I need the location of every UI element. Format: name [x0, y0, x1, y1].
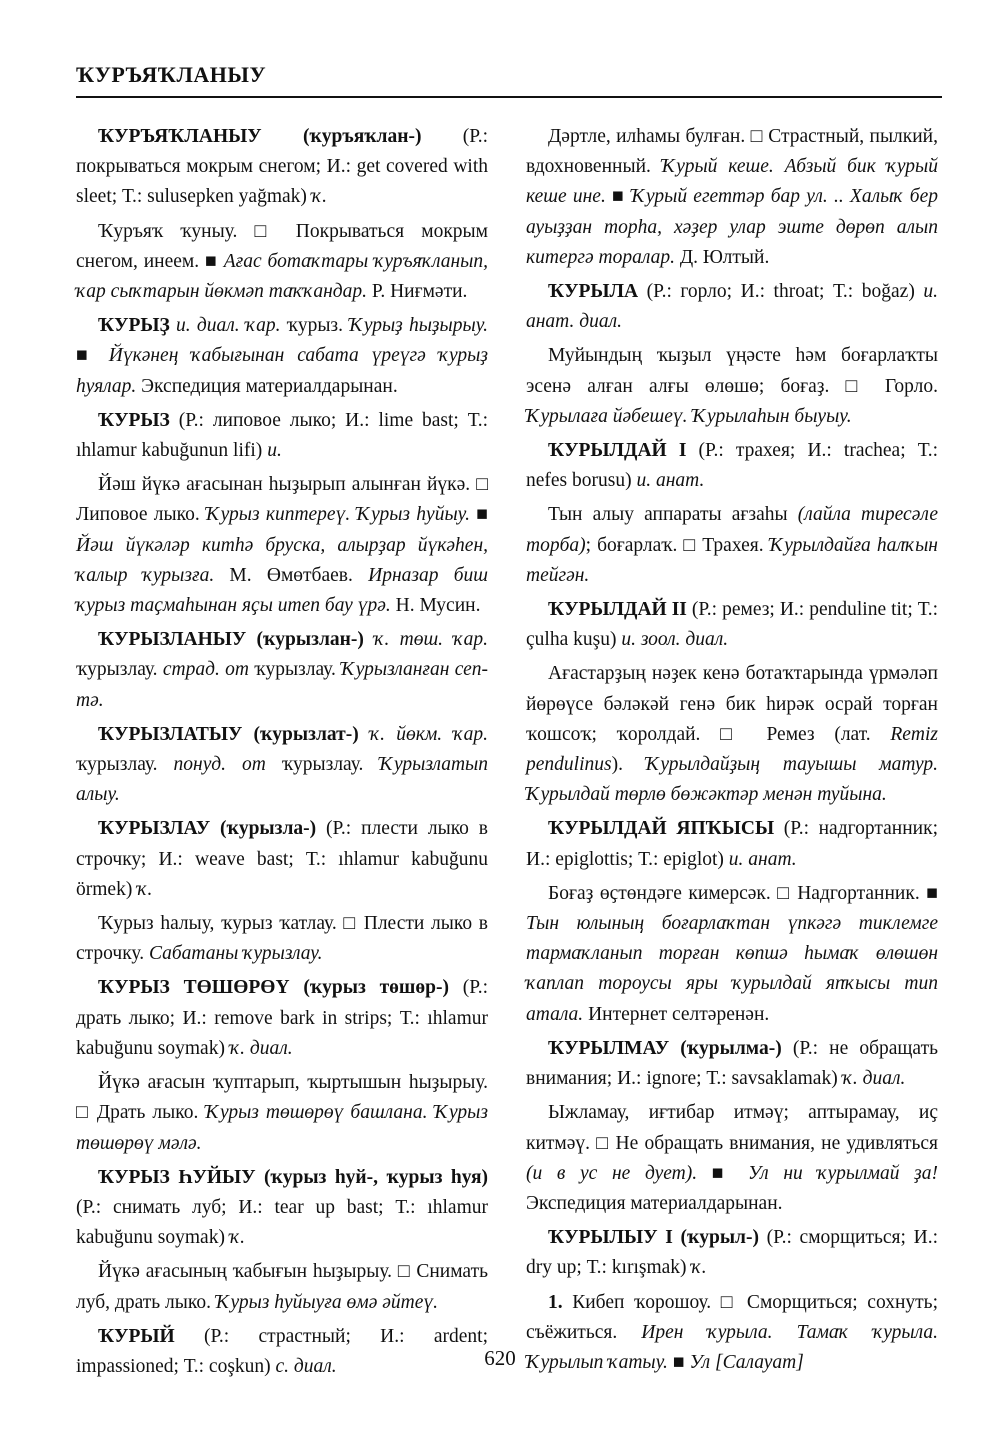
text-run: Д. Юлтый. [674, 246, 770, 268]
italic-text: (лайла тиресәле торба) [526, 504, 938, 556]
dictionary-paragraph [526, 1098, 938, 1219]
text-run: Экспедиция материалдарынан. [526, 1192, 783, 1214]
headword: ҠУРЫҘ [98, 315, 170, 337]
italic-text: Ҡурый егеттәр бар ул. .. Халыҡ бер ауыҙҙан торһа, хәҙер улар эште дөрөп алып китергә торалар. [526, 186, 938, 268]
italic-text: Ҡурызланған септә. [76, 659, 488, 711]
text-run: ; боғарлаҡ. □ Трахея. [585, 534, 770, 556]
italic-text: Ҡурыз төшөрөү башлана. Ҡурыз төшөрөү мәлә. [76, 1102, 488, 1154]
text-run: Ҡуръяҡ ҡуныу. □ Покрываться мокрым снегом, инеем. ■ [76, 220, 488, 272]
italic-text: ҡ. [229, 1227, 245, 1249]
text-run: (Р.: надгортанник; И.: epiglottis; Т.: epiglot) [526, 818, 939, 870]
text-run: ■ [76, 345, 109, 367]
italic-text: понуд. от [173, 754, 266, 776]
text-run: ҡурызлау. [76, 659, 163, 681]
dictionary-paragraph [526, 814, 938, 874]
headword: ҠУРЫЛДАЙ I [548, 440, 687, 462]
italic-text: Remiz pendulinus [526, 723, 938, 776]
headword: ҠУРЫЗЛАТЫУ (ҡурызлат-) [98, 723, 359, 745]
dictionary-paragraph [76, 1257, 488, 1317]
headword: ҠУРЫЛМАУ (ҡурылма-) [548, 1037, 782, 1059]
dictionary-paragraph [76, 625, 488, 716]
text-run: ҡурызлау. [76, 754, 174, 776]
text-run: ҡурызлау. [265, 754, 380, 776]
text-run: (Р.: сморщиться; И.: dry up; Т.: kırışmak) [526, 1227, 938, 1279]
text-run: ■ [605, 186, 632, 208]
italic-text: ҡ. диал. [842, 1068, 906, 1090]
italic-text: Ул ни ҡурылмай ҙа! [748, 1162, 938, 1184]
headword: ҠУРЫЗ ҺУЙЫУ (ҡурыз һуй-, ҡурыз hуя) [98, 1166, 488, 1188]
text-run: Тын алыу аппараты ағзаһы [548, 504, 798, 526]
running-head: ҠУРЪЯҠЛАНЫУ [76, 62, 267, 87]
italic-text: Йәш йүкәләр китһә бруска, алырҙар йүкәһен, ҡалыр ҡурызға. [76, 534, 488, 586]
dictionary-paragraph [76, 720, 488, 811]
italic-text: и. анат. [636, 470, 705, 492]
italic-text: Ҡурыз киптереү. Ҡурыз hуйыу. [206, 504, 470, 526]
italic-text: Ҡурыҙ hыҙырыу. [349, 315, 489, 337]
italic-text: и. зоол. диал. [621, 629, 729, 651]
dictionary-paragraph [526, 436, 938, 496]
italic-text: Ҡурый кеше. Абзый бик ҡурый кеше ине. [526, 156, 938, 208]
right-column [526, 122, 938, 1382]
italic-text: с. диал. [275, 1355, 337, 1377]
italic-text: ҡ. диал. [229, 1037, 293, 1059]
headword: ҠУРЫЗЛАУ (ҡурызла-) [98, 818, 317, 840]
headword: ҠУРЪЯҠЛАНЫУ (ҡуръяҡлан-) [98, 126, 422, 147]
text-run: ҡурызлау. [248, 659, 342, 681]
headword: ҠУРЫЛДАЙ II [548, 599, 687, 621]
text-run: (Р.: страстный; И.: ardent; impassioned; Т.: coşkun) [76, 1325, 488, 1377]
dictionary-paragraph [526, 659, 938, 810]
headword: 1. [548, 1291, 563, 1313]
page-number: 620 [484, 1346, 516, 1370]
dictionary-paragraph [526, 500, 938, 591]
italic-text: Сабатаны ҡурызлау. [148, 943, 323, 965]
dictionary-paragraph [526, 1034, 938, 1094]
italic-text: Тын юлының боғарлаҡтан үпкәгә тиклемге тармаҡланып торған көпшә һымаҡ өлөшөн ҡаплап тороусы яры ҡурылдай япҡысы тип атала. [526, 913, 938, 1025]
dictionary-paragraph [76, 1163, 488, 1254]
text-run: (Р.: горло; И.: throat; Т.: boğaz) [638, 281, 924, 303]
dictionary-paragraph [526, 595, 938, 655]
dictionary-paragraph [76, 406, 488, 466]
text-run: Н. Мусин. [390, 595, 481, 617]
text-run: Интернет селтәренән. [583, 1003, 770, 1025]
italic-text: Ул [Салауат] [689, 1351, 804, 1373]
italic-text: страд. от [162, 659, 249, 681]
dictionary-paragraph [76, 909, 488, 969]
italic-text: Ҡурылаға йәбешеү. Ҡурылаһын быуыу. [526, 405, 852, 427]
text-run: (Р.: липовое лыко; И.: lime bast; Т.: ıhlamur kabuğunun lifi) [76, 409, 488, 462]
dictionary-paragraph [526, 341, 938, 432]
text-run: (Р.: не обращать внимания; И.: ignore; Т.: savsaklamak) [526, 1037, 938, 1090]
italic-text: ҡ. [311, 186, 327, 208]
italic-text: Ағас ботаҡтары ҡуръяҡланып, ҡар сыҡтарын йөкмәп таҡҡандар. [76, 250, 488, 303]
dictionary-paragraph [76, 1068, 488, 1159]
text-run: М. Өмөтбаев. [214, 564, 369, 586]
text-run: Дәртле, илһамы булған. □ Страстный, пылкий, вдохновенный. [526, 126, 938, 178]
dictionary-paragraph [526, 122, 938, 273]
italic-text: Ҡурылдайҙың тауышы матур. Ҡурылдай төрлө бөжәктәр менән туйына. [526, 754, 938, 806]
text-run: ■ [697, 1162, 748, 1184]
text-run: Ағастарҙың нәҙек кенә ботаҡтарында үрмәләп йөрөүсе бәләкәй генә бик һирәк осрай торған ҡошсоҡ; ҡоролдай. □ Ремез (лат. [526, 663, 938, 745]
text-run: (Р.: снимать луб; И.: tear up bast; Т.: ıhlamur kabuğunu soymak) [76, 1196, 488, 1249]
italic-text: Ҡурылдайға һалҡын тейгән. [526, 534, 938, 586]
text-run: ■ [469, 504, 488, 526]
dictionary-paragraph [526, 879, 938, 1030]
text-run: Боғаҙ өҫтөндәге кимерсәк. □ Надгортанник. ■ [548, 882, 938, 904]
text-run: (Р.: ремез; И.: penduline tit; Т.: çulha kuşu) [526, 599, 938, 651]
headword: ҠУРЫЗЛАНЫУ (ҡурызлан-) [98, 629, 364, 651]
text-run: Йәш йүкә ағасынан hыҙырып алынған йүкә. □ Липовое лыко. [76, 474, 488, 526]
italic-text: Йүкәнең ҡабығынан сабата үреүгә ҡурыҙ hуялар. [76, 345, 488, 397]
italic-text: ҡ. йөкм. ҡар. [358, 723, 488, 745]
italic-text: ҡ. [691, 1257, 707, 1279]
text-run: Кибеп ҡорошоу. □ Сморщиться; сохнуть; съёжиться. [526, 1291, 938, 1343]
headword: ҠУРЫЛЫУ I (ҡурыл-) [548, 1227, 759, 1249]
headword: ҠУРЫЙ [98, 1325, 175, 1347]
italic-text: и. диал. ҡар. [169, 315, 281, 337]
left-column [76, 122, 488, 1386]
headword: ҠУРЫЛА [548, 281, 639, 303]
text-run: Йүкә ағасын ҡуптарып, ҡыртышын hыҙырыу. □ Драть лыко. [76, 1072, 488, 1124]
text-run: Ыжламау, иғтибар итмәү; аптырамау, иҫ китмәү. □ Не обращать внимания, не удивляться [526, 1102, 938, 1154]
headword: ҠУРЫЗ ТӨШӨРӨҮ (ҡурыз төшөр-) [98, 977, 449, 999]
text-run: (Р.: покрываться мокрым снегом; И.: get covered with sleet; Т.: sulusepken yağmak) [76, 126, 488, 208]
italic-text: ҡ. төш. ҡар. [363, 629, 488, 651]
text-run: ■ [667, 1351, 690, 1373]
italic-text: ҡ. [137, 878, 153, 900]
dictionary-paragraph [76, 311, 488, 402]
italic-text: (и в ус не дует). [526, 1162, 698, 1184]
italic-text: Ирен ҡурыла. Тамаҡ ҡурыла. Ҡурылып ҡатыу. [526, 1321, 938, 1373]
italic-text: и. анат. диал. [526, 281, 938, 333]
dictionary-paragraph [76, 973, 488, 1064]
headword: ҠУРЫЛДАЙ ЯПҠЫСЫ [548, 818, 775, 840]
italic-text: и. [267, 440, 282, 462]
italic-text: Ҡурызлатып алыу. [76, 754, 488, 806]
text-run: (Р.: драть лыко; И.: remove bark in strips; Т.: ıhlamur kabuğunu soymak) [76, 977, 488, 1059]
text-run: Р. Ниғмәти. [367, 281, 468, 303]
text-run: (Р.: плести лыко в строчку; И.: weave bast; Т.: ıhlamur kabuğunu örmek) [76, 818, 488, 900]
dictionary-paragraph [76, 814, 488, 905]
dictionary-paragraph [76, 122, 488, 213]
italic-text: и. анат. [728, 848, 797, 870]
text-run: Экспедиция материалдарынан. [136, 375, 398, 397]
text-run: ҡурыз. [280, 315, 350, 337]
text-run: ). [611, 754, 646, 776]
text-run: (Р.: трахея; И.: trachea; Т.: nefes borusu) [526, 440, 939, 492]
text-run: Йүкә ағасының ҡабығын hыҙырыу. □ Снимать луб, драть лыко. [76, 1261, 488, 1313]
dictionary-paragraph [526, 1223, 938, 1283]
text-run: Муйындың ҡыҙыл үңәсте һәм боғарлаҡты эсенә алған алғы өлөшө; боғаҙ. □ Горло. [526, 345, 938, 397]
dictionary-paragraph [76, 470, 488, 621]
headword: ҠУРЫЗ [98, 409, 170, 431]
italic-text: Ирназар биш ҡурыз таҫмаһынан яҫы итеп бау үрә. [76, 564, 488, 617]
dictionary-paragraph [76, 217, 488, 308]
header-rule [76, 96, 942, 98]
dictionary-paragraph [526, 277, 938, 337]
italic-text: Ҡурыз hуйыуға өмә әйтеү. [215, 1291, 439, 1313]
text-run: Ҡурыз hалыу, ҡурыз ҡатлау. □ Плести лыко в строчку. [76, 913, 488, 965]
